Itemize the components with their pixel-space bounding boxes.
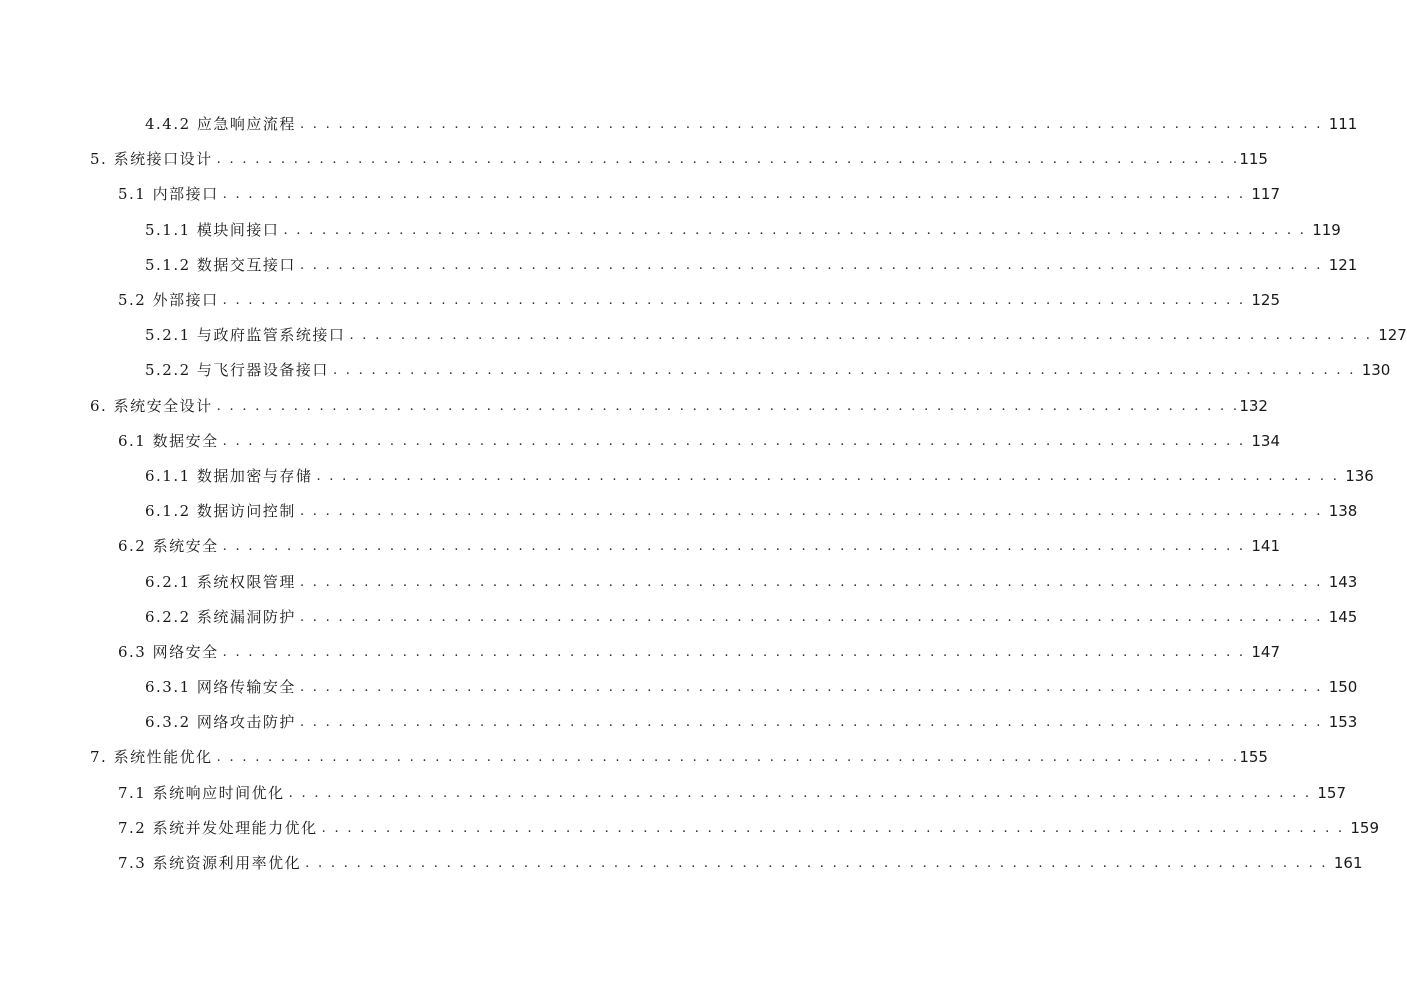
toc-entry[interactable]	[0, 142, 1268, 177]
toc-entry-label: 6.2.2 系统漏洞防护	[145, 607, 296, 626]
toc-dot-leader: . . . . . . . . . . . . . . . . . . . . . . . . . . . . . . . . . . . . . . . . . . . . . . . . . . . . . . . . . . . . . . . . . . . . . . . . . . . . . . . .	[216, 750, 1240, 766]
toc-entry-page-number: 157	[1317, 783, 1347, 802]
toc-entry[interactable]	[0, 177, 1281, 212]
toc-dot-leader: . . . . . . . . . . . . . . . . . . . . . . . . . . . . . . . . . . . . . . . . . . . . . . . . . . . . . . . . . . . . . . . . . . . . . . . . . . . . . . . .	[299, 257, 1323, 273]
toc-entry-label: 5.1.1 模块间接口	[145, 220, 280, 239]
toc-entry-label: 7.3 系统资源利用率优化	[118, 854, 302, 873]
toc-dot-leader: . . . . . . . . . . . . . . . . . . . . . . . . . . . . . . . . . . . . . . . . . . . . . . . . . . . . . . . . . . . . . . . . . . . . . . . . . . . . . . . .	[349, 328, 1373, 344]
toc-entry-page-number: 159	[1350, 818, 1380, 837]
toc-entry-label: 5.2.2 与飞行器设备接口	[145, 361, 329, 380]
toc-dot-leader: . . . . . . . . . . . . . . . . . . . . . . . . . . . . . . . . . . . . . . . . . . . . . . . . . . . . . . . . . . . . . . . . . . . . . . . . . . . . . . . .	[216, 152, 1240, 168]
toc-entry[interactable]	[0, 248, 1358, 283]
toc-entry-label: 6.1.2 数据访问控制	[145, 502, 296, 521]
toc-entry-page-number: 150	[1328, 678, 1358, 697]
toc-entry[interactable]	[0, 318, 1407, 353]
toc-dot-leader: . . . . . . . . . . . . . . . . . . . . . . . . . . . . . . . . . . . . . . . . . . . . . . . . . . . . . . . . . . . . . . . . . . . . . . . . . . . . . . . .	[283, 222, 1307, 238]
toc-dot-leader: . . . . . . . . . . . . . . . . . . . . . . . . . . . . . . . . . . . . . . . . . . . . . . . . . . . . . . . . . . . . . . . . . . . . . . . . . . . . . . . .	[299, 715, 1323, 731]
toc-entry[interactable]	[0, 213, 1341, 248]
toc-entry[interactable]	[0, 811, 1380, 846]
toc-entry-label: 5.1 内部接口	[118, 185, 219, 204]
toc-dot-leader: . . . . . . . . . . . . . . . . . . . . . . . . . . . . . . . . . . . . . . . . . . . . . . . . . . . . . . . . . . . . . . . . . . . . . . . . . . . . . . . .	[316, 468, 1340, 484]
toc-entry-page-number: 153	[1328, 713, 1358, 732]
toc-entry[interactable]	[0, 705, 1358, 740]
toc-dot-leader: . . . . . . . . . . . . . . . . . . . . . . . . . . . . . . . . . . . . . . . . . . . . . . . . . . . . . . . . . . . . . . . . . . . . . . . . . . . . . . . .	[222, 433, 1246, 449]
toc-entry[interactable]	[0, 846, 1363, 881]
toc-entry-page-number: 130	[1361, 361, 1391, 380]
toc-dot-leader: . . . . . . . . . . . . . . . . . . . . . . . . . . . . . . . . . . . . . . . . . . . . . . . . . . . . . . . . . . . . . . . . . . . . . . . . . . . . . . . .	[299, 117, 1323, 133]
toc-dot-leader: . . . . . . . . . . . . . . . . . . . . . . . . . . . . . . . . . . . . . . . . . . . . . . . . . . . . . . . . . . . . . . . . . . . . . . . . . . . . . . . .	[332, 363, 1356, 379]
toc-dot-leader: . . . . . . . . . . . . . . . . . . . . . . . . . . . . . . . . . . . . . . . . . . . . . . . . . . . . . . . . . . . . . . . . . . . . . . . . . . . . . . . .	[222, 187, 1246, 203]
toc-entry-page-number: 138	[1328, 502, 1358, 521]
toc-entry[interactable]	[0, 107, 1358, 142]
toc-entry-label: 7.1 系统响应时间优化	[118, 783, 285, 802]
toc-entry-label: 4.4.2 应急响应流程	[145, 115, 296, 134]
toc-entry-page-number: 136	[1345, 466, 1374, 485]
toc-entry-label: 6.2 系统安全	[118, 537, 219, 556]
toc-entry-label: 6.2.1 系统权限管理	[145, 572, 296, 591]
toc-entry-page-number: 121	[1328, 255, 1358, 274]
toc-entry-page-number: 155	[1239, 748, 1268, 767]
toc-entry-page-number: 127	[1378, 326, 1407, 345]
toc-entry[interactable]	[0, 529, 1281, 564]
table-of-contents	[0, 107, 1407, 881]
toc-entry-label: 6. 系统安全设计	[90, 396, 213, 415]
toc-entry[interactable]	[0, 740, 1268, 775]
toc-entry[interactable]	[0, 424, 1281, 459]
toc-entry-page-number: 115	[1239, 150, 1268, 169]
toc-entry[interactable]	[0, 389, 1268, 424]
toc-entry-page-number: 132	[1239, 396, 1268, 415]
toc-entry[interactable]	[0, 564, 1358, 599]
toc-entry-page-number: 147	[1251, 642, 1281, 661]
toc-dot-leader: . . . . . . . . . . . . . . . . . . . . . . . . . . . . . . . . . . . . . . . . . . . . . . . . . . . . . . . . . . . . . . . . . . . . . . . . . . . . . . . .	[222, 644, 1246, 660]
toc-entry-page-number: 117	[1251, 185, 1281, 204]
toc-dot-leader: . . . . . . . . . . . . . . . . . . . . . . . . . . . . . . . . . . . . . . . . . . . . . . . . . . . . . . . . . . . . . . . . . . . . . . . . . . . . . . . .	[299, 680, 1323, 696]
toc-entry-label: 6.1.1 数据加密与存储	[145, 466, 313, 485]
toc-entry-label: 6.1 数据安全	[118, 431, 219, 450]
toc-entry-label: 5.2.1 与政府监管系统接口	[145, 326, 346, 345]
toc-entry-page-number: 125	[1251, 291, 1281, 310]
toc-dot-leader: . . . . . . . . . . . . . . . . . . . . . . . . . . . . . . . . . . . . . . . . . . . . . . . . . . . . . . . . . . . . . . . . . . . . . . . . . . . . . . . .	[299, 609, 1323, 625]
toc-dot-leader: . . . . . . . . . . . . . . . . . . . . . . . . . . . . . . . . . . . . . . . . . . . . . . . . . . . . . . . . . . . . . . . . . . . . . . . . . . . . . . . .	[216, 398, 1240, 414]
toc-entry[interactable]	[0, 283, 1281, 318]
toc-dot-leader: . . . . . . . . . . . . . . . . . . . . . . . . . . . . . . . . . . . . . . . . . . . . . . . . . . . . . . . . . . . . . . . . . . . . . . . . . . . . . . . .	[222, 539, 1246, 555]
toc-entry-page-number: 143	[1328, 572, 1358, 591]
toc-entry[interactable]	[0, 600, 1358, 635]
toc-entry-label: 7. 系统性能优化	[90, 748, 213, 767]
toc-entry-page-number: 111	[1328, 115, 1358, 134]
toc-entry[interactable]	[0, 776, 1347, 811]
toc-entry-label: 6.3.1 网络传输安全	[145, 678, 296, 697]
toc-entry-page-number: 145	[1328, 607, 1358, 626]
toc-entry-page-number: 119	[1312, 220, 1341, 239]
toc-entry[interactable]	[0, 353, 1391, 388]
toc-dot-leader: . . . . . . . . . . . . . . . . . . . . . . . . . . . . . . . . . . . . . . . . . . . . . . . . . . . . . . . . . . . . . . . . . . . . . . . . . . . . . . . .	[222, 293, 1246, 309]
toc-entry[interactable]	[0, 670, 1358, 705]
toc-entry-label: 5.1.2 数据交互接口	[145, 255, 296, 274]
toc-entry-label: 5. 系统接口设计	[90, 150, 213, 169]
toc-entry[interactable]	[0, 494, 1358, 529]
toc-entry-page-number: 141	[1251, 537, 1281, 556]
toc-dot-leader: . . . . . . . . . . . . . . . . . . . . . . . . . . . . . . . . . . . . . . . . . . . . . . . . . . . . . . . . . . . . . . . . . . . . . . . . . . . . . . . .	[299, 504, 1323, 520]
toc-dot-leader: . . . . . . . . . . . . . . . . . . . . . . . . . . . . . . . . . . . . . . . . . . . . . . . . . . . . . . . . . . . . . . . . . . . . . . . . . . . . . . . .	[299, 574, 1323, 590]
toc-entry-label: 7.2 系统并发处理能力优化	[118, 818, 318, 837]
toc-entry-label: 5.2 外部接口	[118, 291, 219, 310]
toc-dot-leader: . . . . . . . . . . . . . . . . . . . . . . . . . . . . . . . . . . . . . . . . . . . . . . . . . . . . . . . . . . . . . . . . . . . . . . . . . . . . . . . .	[288, 785, 1312, 801]
toc-dot-leader: . . . . . . . . . . . . . . . . . . . . . . . . . . . . . . . . . . . . . . . . . . . . . . . . . . . . . . . . . . . . . . . . . . . . . . . . . . . . . . . .	[305, 856, 1328, 872]
toc-entry[interactable]	[0, 459, 1374, 494]
toc-entry-page-number: 161	[1333, 854, 1363, 873]
toc-dot-leader: . . . . . . . . . . . . . . . . . . . . . . . . . . . . . . . . . . . . . . . . . . . . . . . . . . . . . . . . . . . . . . . . . . . . . . . . . . . . . . . .	[321, 820, 1345, 836]
toc-entry[interactable]	[0, 635, 1281, 670]
toc-entry-label: 6.3.2 网络攻击防护	[145, 713, 296, 732]
toc-entry-label: 6.3 网络安全	[118, 642, 219, 661]
toc-entry-page-number: 134	[1251, 431, 1281, 450]
